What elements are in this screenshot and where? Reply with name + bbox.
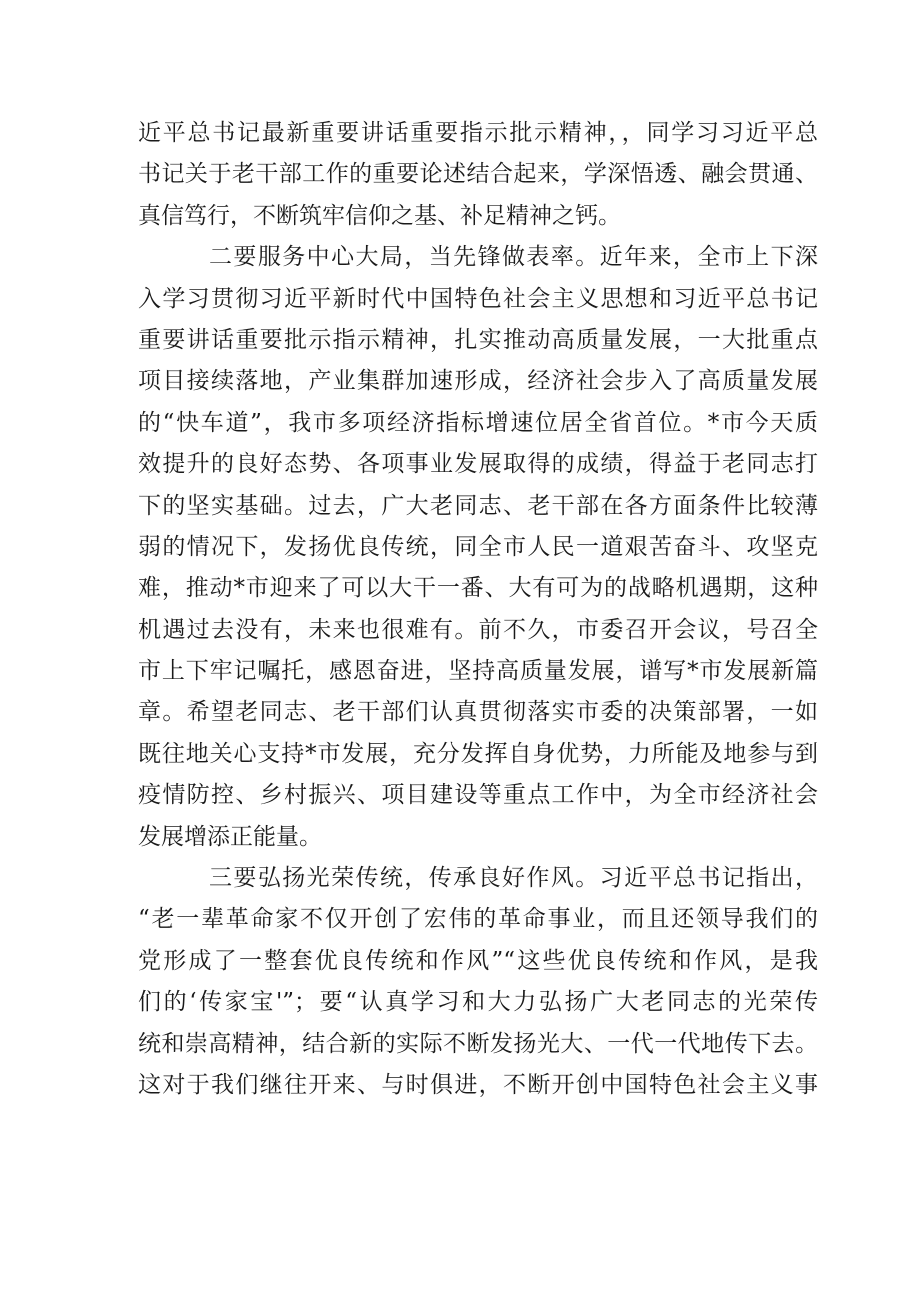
- paragraph-2-line-7: 下的坚实基础。过去，广大老同志、老干部在各方面条件比较薄: [138, 492, 818, 519]
- paragraph-2-line-14: 疫情防控、乡村振兴、项目建设等重点工作中，为全市经济社会: [138, 782, 818, 809]
- paragraph-2-line-1: 二要服务中心大局，当先锋做表率。近年来，全市上下深: [209, 244, 818, 271]
- paragraph-2-line-6: 效提升的良好态势、各项事业发展取得的成绩，得益于老同志打: [138, 451, 818, 478]
- paragraph-2-line-4: 项目接续落地，产业集群加速形成，经济社会步入了高质量发展: [138, 368, 818, 395]
- paragraph-2-line-15: 发展增添正能量。: [138, 823, 322, 850]
- paragraph-1-line-2: 书记关于老干部工作的重要论述结合起来，学深悟透、融会贯通、: [138, 161, 818, 188]
- paragraph-2-line-2: 入学习贯彻习近平新时代中国特色社会主义思想和习近平总书记: [138, 285, 818, 312]
- paragraph-2-line-8: 弱的情况下，发扬优良传统，同全市人民一道艰苦奋斗、攻坚克: [138, 533, 818, 560]
- body-text: [138, 113, 818, 1106]
- paragraph-3-line-1: 三要弘扬光荣传统，传承良好作风。习近平总书记指出，: [209, 865, 818, 892]
- paragraph-1-line-3: 真信笃行，不断筑牢信仰之基、补足精神之钙。: [138, 202, 621, 229]
- paragraph-3-line-3: 党形成了一整套优良传统和作风”“这些优良传统和作风，是我: [138, 947, 818, 974]
- paragraph-2-line-3: 重要讲话重要批示指示精神，扎实推动高质量发展，一大批重点: [138, 326, 818, 353]
- paragraph-3-line-5: 统和崇高精神，结合新的实际不断发扬光大、一代一代地传下去。: [138, 1030, 818, 1057]
- paragraph-2-line-9: 难，推动*市迎来了可以大干一番、大有可为的战略机遇期，这种: [138, 575, 818, 602]
- paragraph-3-line-6: 这对于我们继往开来、与时俱进，不断开创中国特色社会主义事: [138, 1071, 818, 1098]
- paragraph-3-line-2: “老一辈革命家不仅开创了宏伟的革命事业，而且还领导我们的: [138, 906, 818, 933]
- paragraph-2-line-13: 既往地关心支持*市发展，充分发挥自身优势，力所能及地参与到: [138, 740, 818, 767]
- paragraph-2-line-11: 市上下牢记嘱托，感恩奋进，坚持高质量发展，谱写*市发展新篇: [138, 658, 818, 685]
- paragraph-1-line-1: 近平总书记最新重要讲话重要指示批示精神，，同学习习近平总: [138, 120, 818, 146]
- paragraph-3-line-4: 们的‘传家宝'”；要“认真学习和大力弘扬广大老同志的光荣传: [138, 989, 818, 1016]
- paragraph-2-line-5: 的“快车道”，我市多项经济指标增速位居全省首位。*市今天质: [138, 409, 818, 436]
- paragraph-2-line-12: 章。希望老同志、老干部们认真贯彻落实市委的决策部署，一如: [138, 699, 818, 726]
- paragraph-2-line-10: 机遇过去没有，未来也很难有。前不久，市委召开会议，号召全: [138, 616, 818, 643]
